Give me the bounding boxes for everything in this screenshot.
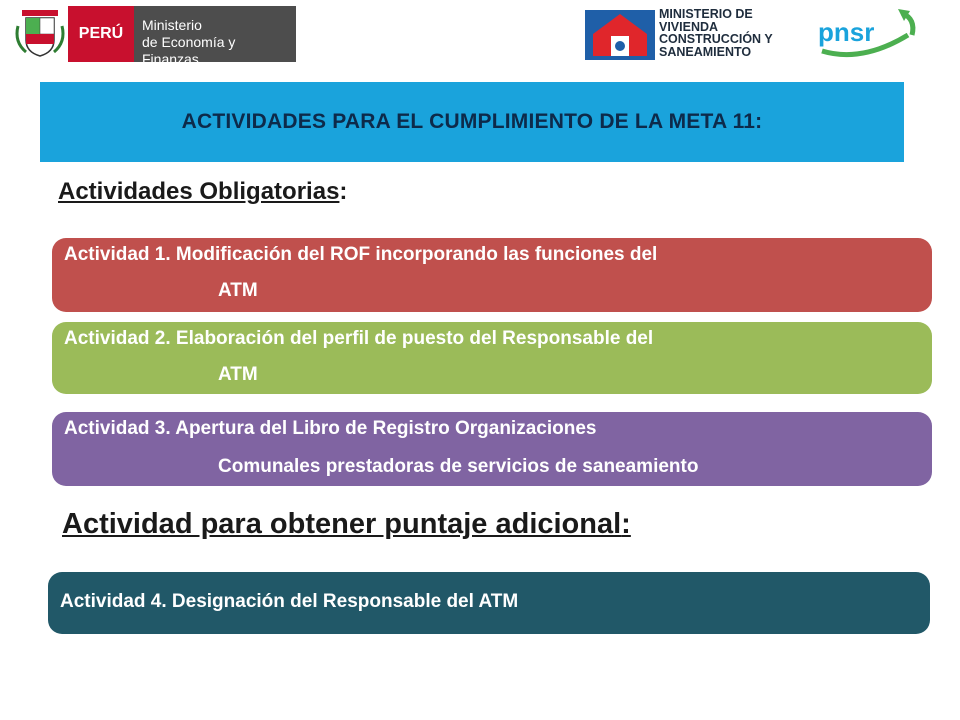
vivienda-logo [585, 6, 805, 60]
vivienda-line2: VIVIENDA [659, 19, 719, 34]
title-bar [40, 82, 904, 162]
activity-4-box [48, 572, 930, 634]
mef-ministry-line2: de Economía y Finanzas [142, 34, 236, 67]
activity-2-box [52, 322, 932, 394]
mandatory-heading-row [58, 178, 347, 206]
activity-1-line2: ATM [218, 280, 258, 301]
mef-ministry-label [134, 6, 296, 67]
mef-ministry-line1: Ministerio [142, 17, 202, 33]
activity-3-box [52, 412, 932, 486]
activity-3-line1: Actividad 3. Apertura del Libro de Registro Organizaciones [64, 418, 597, 439]
pnsr-logo-text: pnsr [818, 17, 875, 47]
activity-3-line2: Comunales prestadoras de servicios de saneamiento [218, 456, 699, 477]
mandatory-heading-colon: : [339, 178, 348, 205]
vivienda-line3: CONSTRUCCIÓN Y [659, 32, 773, 46]
additional-heading-row [62, 508, 631, 541]
peru-coat-of-arms-icon [12, 6, 68, 62]
page-title: ACTIVIDADES PARA EL CUMPLIMIENTO DE LA META 11: [181, 110, 763, 133]
additional-heading: Actividad para obtener puntaje adicional [62, 508, 622, 540]
activity-1-line1: Actividad 1. Modificación del ROF incorporando las funciones del [64, 244, 658, 265]
additional-heading-colon: : [621, 508, 631, 540]
activity-1-box [52, 238, 932, 312]
mandatory-heading: Actividades Obligatorias [58, 178, 340, 205]
vivienda-line4: SANEAMIENTO [659, 44, 752, 59]
mef-logo [12, 6, 296, 67]
vivienda-line1: MINISTERIO DE [659, 7, 753, 21]
activity-4-line1: Actividad 4. Designación del Responsable del ATM [60, 591, 519, 612]
vivienda-text [655, 6, 805, 60]
activity-2-line1: Actividad 2. Elaboración del perfil de puesto del Responsable del [64, 328, 654, 349]
pnsr-logo [812, 5, 920, 61]
mef-country-label: PERÚ [68, 6, 134, 62]
house-icon [585, 6, 655, 60]
activity-2-line2: ATM [218, 364, 258, 385]
